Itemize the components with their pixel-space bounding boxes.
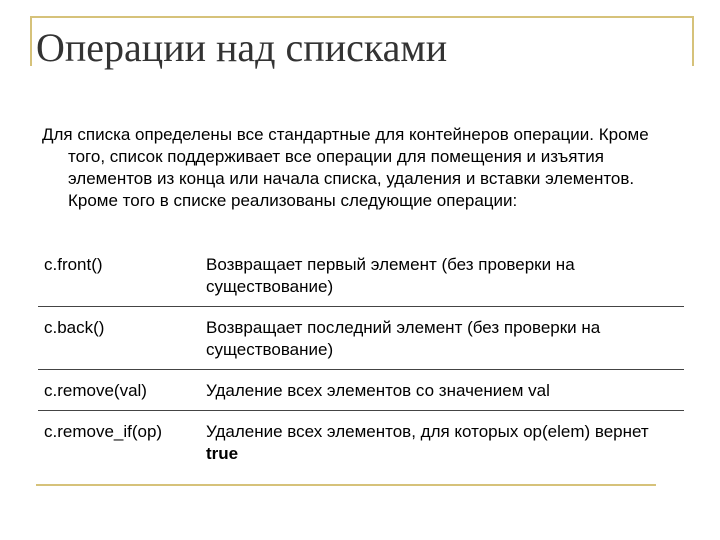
operation-command: c.back() bbox=[38, 307, 200, 370]
table-row bbox=[38, 370, 684, 411]
intro-paragraph: Для списка определены все стандартные для контейнеров операции. Кроме того, список поддерживает все операции для помещения и изъятия элементов из конца или начала списка, удаления и вставки элементов. Кроме того в списке реализованы следующие операции: bbox=[42, 125, 649, 210]
operations-table bbox=[38, 244, 684, 473]
slide-title: Операции над списками bbox=[36, 25, 448, 70]
operation-command: c.front() bbox=[38, 244, 200, 307]
table-row bbox=[38, 244, 684, 307]
table-row bbox=[38, 411, 684, 474]
operation-command: c.remove(val) bbox=[38, 370, 200, 411]
frame-bottom-line bbox=[36, 484, 656, 486]
operation-description: Возвращает первый элемент (без проверки на существование) bbox=[200, 244, 684, 307]
table-row bbox=[38, 307, 684, 370]
operation-description bbox=[200, 411, 684, 474]
frame-top-line bbox=[30, 16, 694, 18]
operation-description: Возвращает последний элемент (без проверки на существование) bbox=[200, 307, 684, 370]
frame-left-line bbox=[30, 16, 32, 66]
operation-description-text: Удаление всех элементов, для которых op(elem) вернет bbox=[206, 422, 649, 441]
operation-command: c.remove_if(op) bbox=[44, 422, 163, 441]
operation-description-bold: true bbox=[206, 444, 239, 463]
operation-description: Удаление всех элементов со значением val bbox=[200, 370, 684, 411]
frame-right-line bbox=[692, 16, 694, 66]
